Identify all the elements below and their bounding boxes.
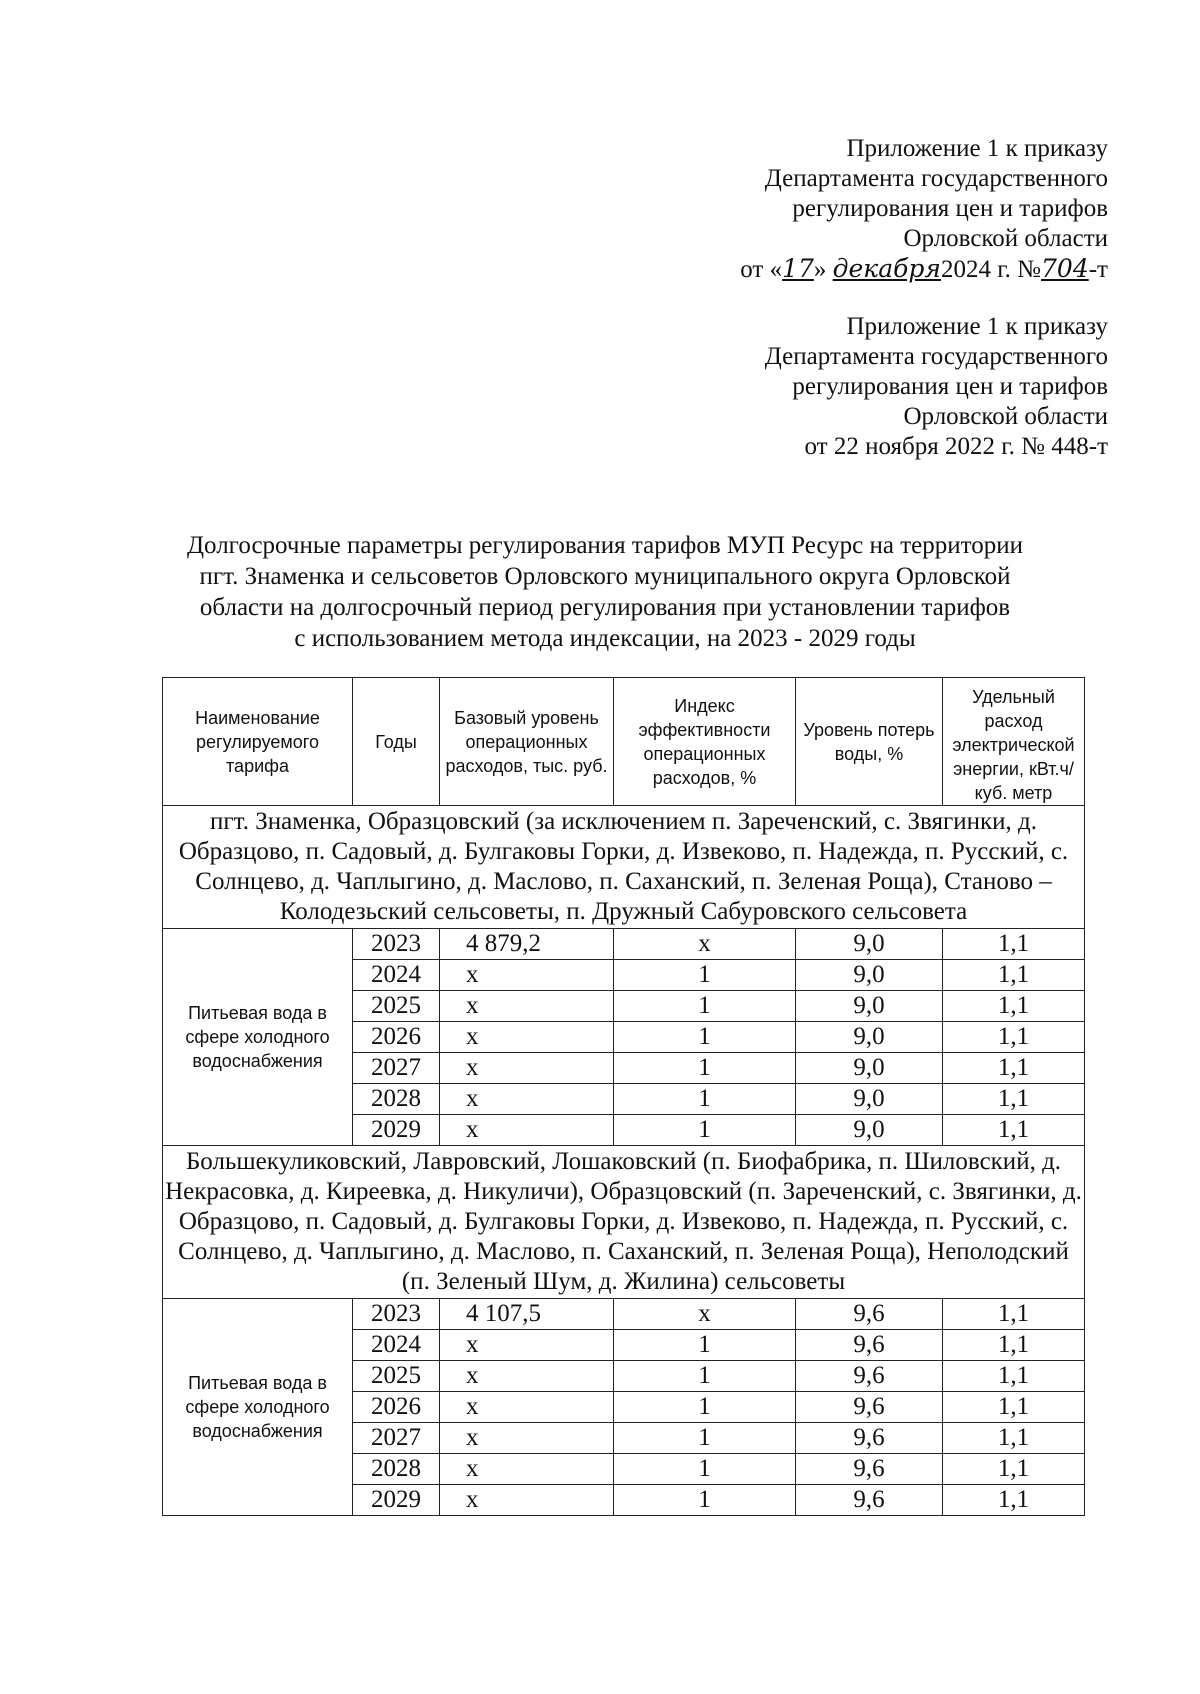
- handwritten-day: 17: [782, 254, 814, 283]
- appendix-line: Департамента государственного: [764, 165, 1108, 192]
- base-level-cell: х: [440, 1454, 614, 1485]
- efficiency-cell: 1: [614, 1330, 796, 1361]
- group-header-row: [163, 1146, 1085, 1299]
- year-cell: 2025: [353, 1361, 440, 1392]
- energy-cell: 1,1: [943, 1361, 1085, 1392]
- base-level-cell: х: [440, 1084, 614, 1115]
- base-level-cell: 4 107,5: [440, 1299, 614, 1330]
- header-energy-consumption: Удельный расход электрической энергии, кВт.ч/куб. метр: [943, 678, 1085, 806]
- appendix-line: Орловской области: [903, 225, 1108, 252]
- energy-cell: 1,1: [943, 1392, 1085, 1423]
- year-cell: 2023: [353, 1299, 440, 1330]
- table-header-row: [163, 678, 1085, 806]
- efficiency-cell: 1: [614, 1423, 796, 1454]
- energy-cell: 1,1: [943, 1423, 1085, 1454]
- base-level-cell: х: [440, 991, 614, 1022]
- date-prefix: от «: [740, 256, 783, 283]
- header-efficiency-index: Индекс эффективности операционных расходов, %: [614, 678, 796, 806]
- base-level-cell: х: [440, 1423, 614, 1454]
- year-cell: 2025: [353, 991, 440, 1022]
- group-territory-header: Большекуликовский, Лавровский, Лошаковский (п. Биофабрика, п. Шиловский, д. Некрасовка, д. Киреевка, д. Никуличи), Образцовский (п. Зареченский, с. Звягинки, д. Образцово, п. Садовый, д. Булгаковы Горки, д. Извеково, п. Надежда, п. Русский, с. Солнцево, д. Чаплыгино, д. Маслово, п. Саханский, п. Зеленая Роща), Неполодский (п. Зеленый Шум, д. Жилина) сельсоветы: [163, 1146, 1085, 1299]
- losses-cell: 9,0: [796, 991, 943, 1022]
- header-water-losses: Уровень потерь воды, %: [796, 678, 943, 806]
- losses-cell: 9,0: [796, 1022, 943, 1053]
- losses-cell: 9,6: [796, 1392, 943, 1423]
- energy-cell: 1,1: [943, 1485, 1085, 1516]
- year-cell: 2026: [353, 1022, 440, 1053]
- year-cell: 2029: [353, 1485, 440, 1516]
- appendix-line: регулирования цен и тарифов: [792, 195, 1108, 222]
- losses-cell: 9,6: [796, 1485, 943, 1516]
- efficiency-cell: 1: [614, 1454, 796, 1485]
- energy-cell: 1,1: [943, 1299, 1085, 1330]
- year-part: 2024 г. №: [940, 256, 1042, 283]
- base-level-cell: х: [440, 1392, 614, 1423]
- year-cell: 2028: [353, 1084, 440, 1115]
- year-cell: 2027: [353, 1053, 440, 1084]
- losses-cell: 9,6: [796, 1454, 943, 1485]
- appendix-line: Орловской области: [903, 403, 1108, 430]
- efficiency-cell: 1: [614, 1392, 796, 1423]
- table-row: [163, 1299, 1085, 1330]
- losses-cell: 9,6: [796, 1299, 943, 1330]
- year-cell: 2026: [353, 1392, 440, 1423]
- efficiency-cell: 1: [614, 1485, 796, 1516]
- energy-cell: 1,1: [943, 1115, 1085, 1146]
- efficiency-cell: х: [614, 929, 796, 960]
- year-cell: 2024: [353, 1330, 440, 1361]
- header-tariff-name: Наименование регулируемого тарифа: [163, 678, 353, 806]
- losses-cell: 9,0: [796, 1115, 943, 1146]
- appendix-header-previous: [765, 312, 1108, 462]
- title-line: пгт. Знаменка и сельсоветов Орловского муниципального округа Орловской: [199, 563, 1011, 590]
- base-level-cell: 4 879,2: [440, 929, 614, 960]
- title-line: Долгосрочные параметры регулирования тарифов МУП Ресурс на территории: [186, 532, 1024, 559]
- base-level-cell: х: [440, 960, 614, 991]
- base-level-cell: х: [440, 1022, 614, 1053]
- efficiency-cell: х: [614, 1299, 796, 1330]
- base-level-cell: х: [440, 1361, 614, 1392]
- appendix-line: Департамента государственного: [764, 343, 1108, 370]
- year-cell: 2023: [353, 929, 440, 960]
- base-level-cell: х: [440, 1115, 614, 1146]
- appendix-date-line: [740, 254, 1108, 285]
- year-cell: 2029: [353, 1115, 440, 1146]
- group-territory-header: пгт. Знаменка, Образцовский (за исключением п. Зареченский, с. Звягинки, д. Образцово, п. Садовый, д. Булгаковы Горки, д. Извеково, п. Надежда, п. Русский, с. Солнцево, д. Чаплыгино, д. Маслово, п. Саханский, п. Зеленая Роща), Станово – Колодезьский сельсоветы, п. Дружный Сабуровского сельсовета: [163, 806, 1085, 929]
- tariff-name-cell: Питьевая вода в сфере холодного водоснабжения: [163, 1299, 353, 1516]
- energy-cell: 1,1: [943, 929, 1085, 960]
- title-line: области на долгосрочный период регулирования при установлении тарифов: [199, 594, 1011, 621]
- header-base-level: Базовый уровень операционных расходов, тыс. руб.: [440, 678, 614, 806]
- base-level-cell: х: [440, 1330, 614, 1361]
- year-cell: 2028: [353, 1454, 440, 1485]
- document-title: [140, 530, 1070, 654]
- efficiency-cell: 1: [614, 1361, 796, 1392]
- group-header-row: [163, 806, 1085, 929]
- energy-cell: 1,1: [943, 1053, 1085, 1084]
- appendix-line: Приложение 1 к приказу: [846, 313, 1108, 340]
- appendix-line: от 22 ноября 2022 г. № 448-т: [804, 433, 1108, 460]
- appendix-header-current: [740, 134, 1108, 285]
- number-suffix: -т: [1088, 256, 1108, 283]
- title-line: с использованием метода индексации, на 2023 - 2029 годы: [294, 625, 916, 652]
- appendix-line: Приложение 1 к приказу: [846, 135, 1108, 162]
- efficiency-cell: 1: [614, 960, 796, 991]
- energy-cell: 1,1: [943, 991, 1085, 1022]
- losses-cell: 9,0: [796, 960, 943, 991]
- losses-cell: 9,0: [796, 929, 943, 960]
- energy-cell: 1,1: [943, 1454, 1085, 1485]
- efficiency-cell: 1: [614, 1022, 796, 1053]
- handwritten-month: декабря: [832, 254, 941, 283]
- header-years: Годы: [353, 678, 440, 806]
- efficiency-cell: 1: [614, 1084, 796, 1115]
- day-suffix: »: [813, 256, 833, 283]
- energy-cell: 1,1: [943, 960, 1085, 991]
- losses-cell: 9,0: [796, 1053, 943, 1084]
- efficiency-cell: 1: [614, 991, 796, 1022]
- efficiency-cell: 1: [614, 1053, 796, 1084]
- table-row: [163, 929, 1085, 960]
- energy-cell: 1,1: [943, 1084, 1085, 1115]
- base-level-cell: х: [440, 1485, 614, 1516]
- tariff-parameters-table: [162, 677, 1085, 1516]
- losses-cell: 9,6: [796, 1330, 943, 1361]
- handwritten-number: 704: [1041, 254, 1089, 283]
- year-cell: 2024: [353, 960, 440, 991]
- efficiency-cell: 1: [614, 1115, 796, 1146]
- losses-cell: 9,6: [796, 1361, 943, 1392]
- year-cell: 2027: [353, 1423, 440, 1454]
- base-level-cell: х: [440, 1053, 614, 1084]
- table-body: [163, 806, 1085, 1516]
- tariff-name-cell: Питьевая вода в сфере холодного водоснабжения: [163, 929, 353, 1146]
- energy-cell: 1,1: [943, 1330, 1085, 1361]
- losses-cell: 9,6: [796, 1423, 943, 1454]
- losses-cell: 9,0: [796, 1084, 943, 1115]
- energy-cell: 1,1: [943, 1022, 1085, 1053]
- appendix-line: регулирования цен и тарифов: [792, 373, 1108, 400]
